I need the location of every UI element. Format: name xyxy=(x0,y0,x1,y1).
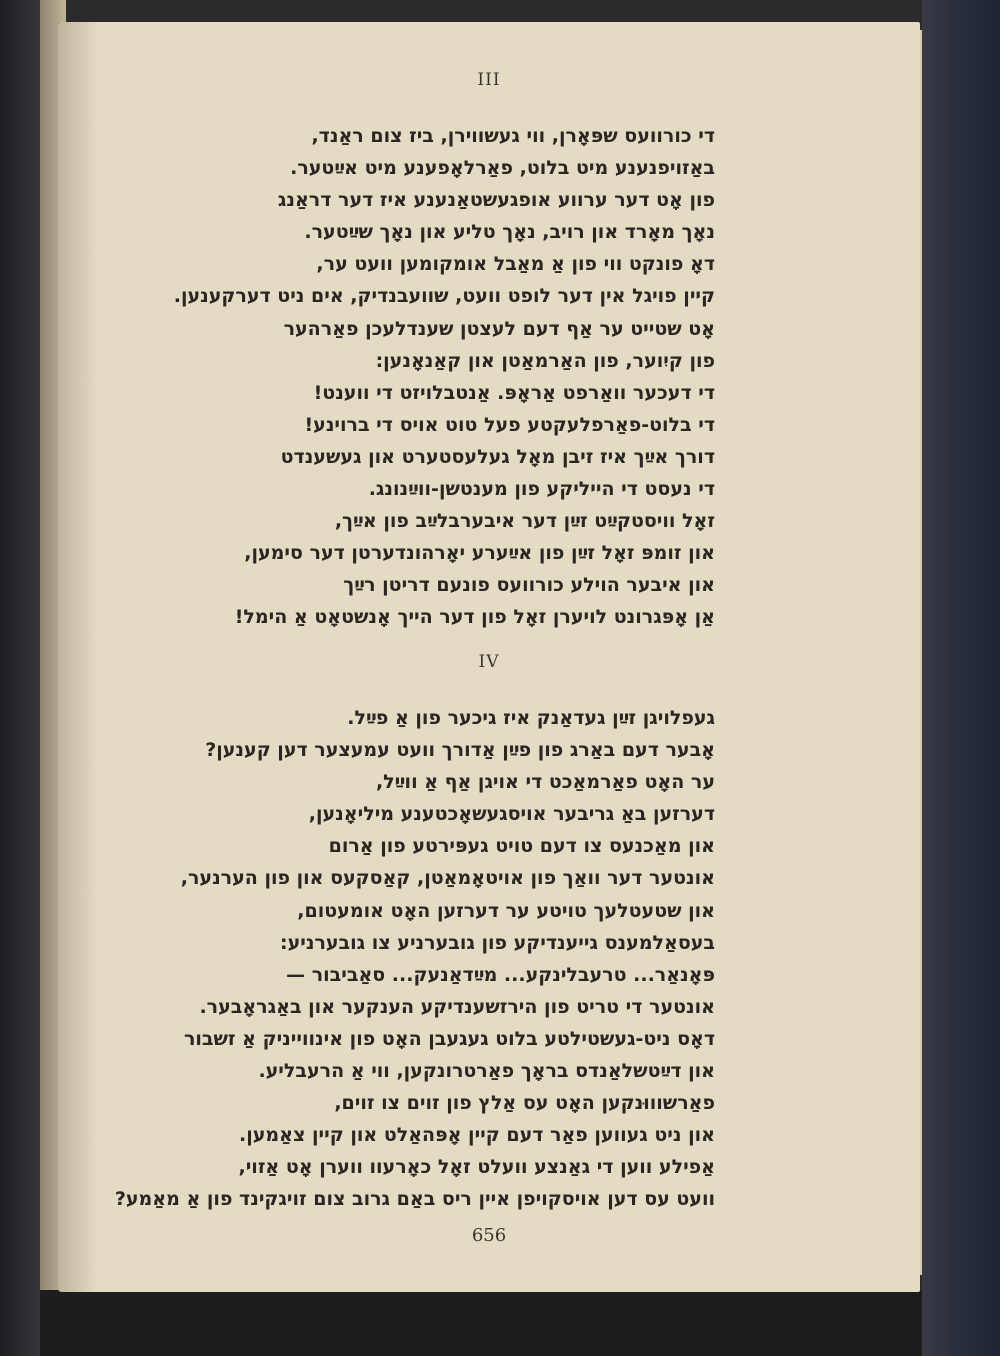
poem-line: נאָך מאָרד און רויב, נאָך טליע און נאָך שײַטער. xyxy=(304,221,715,244)
section-numeral-iv: IV xyxy=(478,652,500,672)
poem-line: און איבער הוילע כורוועס פונעם דריטן רײַך xyxy=(343,574,715,597)
poem-line: אָט שטייט ער אַף דעם לעצטן שענדלעכן פאַרהער xyxy=(283,317,715,340)
stanza-iv xyxy=(75,702,715,1216)
poem-line: וועט עס דען אויסקויפן איין ריס באַם גרוב צום זויגקינד פון אַ מאַמע? xyxy=(114,1188,715,1211)
poem-line: פּאָנאַר... טרעבלינקע... מײַדאַנעק... סאַביבור — xyxy=(286,963,715,986)
poem-line: דורך אײַך איז זיבן מאָל געלעסטערט און געשענדט xyxy=(280,445,715,468)
poem-line: און דײַטשלאַנדס בראָך פאַרטרונקען, ווי אַ הרעבליע. xyxy=(258,1060,715,1083)
poem-line: אַפילע ווען די גאַנצע וועלט זאָל כאָרעוו ווערן אָט אַזוי, xyxy=(238,1156,715,1179)
poem-line: בעסאַלמענס גייענדיקע פון גובערניע צו גובערניע: xyxy=(280,931,715,954)
poem-line: פון קיִוער, פון האַרמאַטן און קאַנאָנען: xyxy=(375,349,715,372)
poem-line: פאַרשוווּנקען האָט עס אַלץ פון זוים צו זוים, xyxy=(334,1092,715,1115)
page-number: 656 xyxy=(471,1225,507,1246)
poem-line: אַן אָפּגרונט לויערן זאָל פון דער הייך אָנשטאָט אַ הימל! xyxy=(234,606,715,629)
poem-line: אונטער דער וואַך פון אויטאָמאַטן, קאַסקעס און פון הערנער, xyxy=(180,867,715,890)
poem-line: די כורוועס שפּאָרן, ווי געשווירן, ביז צום ראַנד, xyxy=(311,125,715,147)
poem-line: און ניט געווען פאַר דעם קיין אָפּהאַלט און קיין צאַמען. xyxy=(239,1124,715,1147)
poem-line: אָבער דעם באַרג פון פײַן אַדורך וועט עמעצער דען קענען? xyxy=(205,739,715,762)
poem-line: די בלוט-פאַרפלעקטע פעל טוט אויס די ברוינע! xyxy=(304,413,715,436)
book-cover-left xyxy=(0,0,40,1356)
section-numeral-iii: III xyxy=(477,70,501,90)
poem-line: דאָ פונקט ווי פון אַ מאַבל אומקומען וועט ער, xyxy=(316,253,715,276)
poem-line: זאָל וויסטקײַט זײַן דער איבערבלײַב פון אײַך, xyxy=(334,510,715,533)
poem-line: אונטער די טריט פון הירזשענדיקע הענקער און באַגראָבער. xyxy=(199,995,715,1018)
book-page xyxy=(58,22,920,1292)
poem-line: און זומפּ זאָל זײַן פון אײַערע יאָרהונדערטן דער סימען, xyxy=(244,542,715,565)
poem-line: קיין פויגל אין דער לופט וועט, שוועבנדיק, אים ניט דערקענען. xyxy=(173,285,715,308)
poem-line: פון אָט דער ערווע אופגעשטאַנענע איז דער דראַנג xyxy=(277,189,715,212)
book-cover-right xyxy=(922,0,1000,1356)
stanza-iii xyxy=(75,120,715,634)
bottom-shadow xyxy=(40,1290,922,1356)
poem-line: געפלויגן זײַן געדאַנק איז גיכער פון אַ פײַל. xyxy=(347,707,715,729)
poem-line: דאָס ניט-געשטילטע בלוט געגעבן האָט פון אינווייניק אַ זשבור xyxy=(183,1027,715,1050)
poem-line: און מאַכנעס צו דעם טויט געפּירטע פון אַרום xyxy=(328,835,715,858)
poem-line: די דעכער וואַרפט אַראָפּ. אַנטבלויזט די ווענט! xyxy=(313,381,715,404)
poem-line: און שטעטלעך טויטע ער דערזען האָט אומעטום, xyxy=(297,899,715,922)
poem-line: די נעסט די הייליקע פון מענטשן-ווײַנונג. xyxy=(368,478,715,501)
poem-line: באַזויפנענע מיט בלוט, פאַרלאָפענע מיט אײַטער. xyxy=(290,157,715,180)
poem-line: ער האָט פאַרמאַכט די אויגן אַף אַ ווײַל, xyxy=(375,771,715,794)
poem-line: דערזען באַ גריבער אויסגעשאָכטענע מיליאָנען, xyxy=(308,803,715,826)
